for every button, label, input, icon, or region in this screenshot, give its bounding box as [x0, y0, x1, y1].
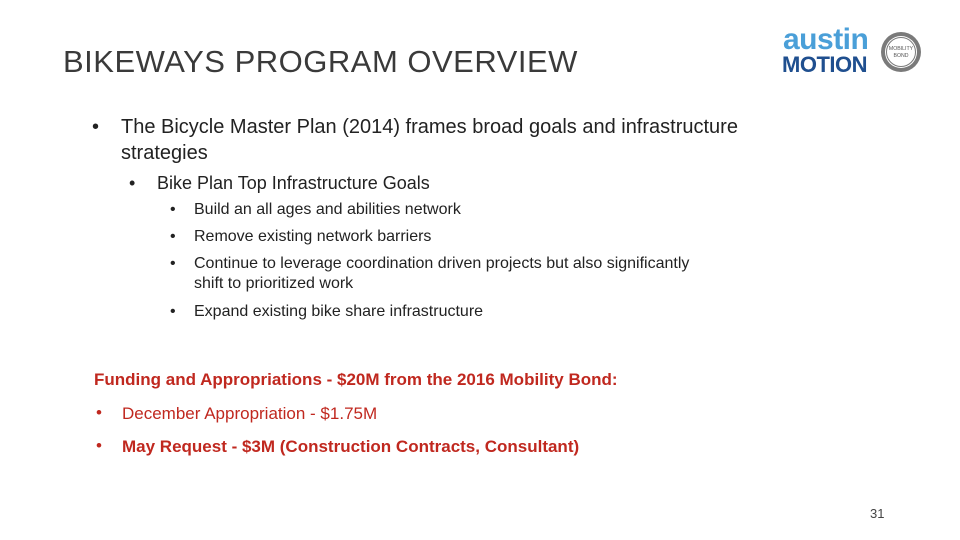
logo-austin-text: austin	[783, 23, 869, 56]
bullet-l3-item: Continue to leverage coordination driven projects but also significantly	[194, 255, 690, 272]
bullet-l2: Bike Plan Top Infrastructure Goals	[157, 173, 430, 193]
bullet-dot: •	[170, 255, 176, 272]
funding-item: December Appropriation - $1.75M	[122, 404, 378, 423]
bullet-l3-item-continued: shift to prioritized work	[194, 275, 354, 292]
slide-title: BIKEWAYS PROGRAM OVERVIEW	[63, 44, 578, 79]
bullet-dot: •	[170, 228, 176, 245]
bullet-l1-line2: strategies	[121, 142, 208, 164]
bullet-l3-item: Build an all ages and abilities network	[194, 201, 461, 218]
svg-text:MOBILITY: MOBILITY	[888, 46, 914, 52]
austin-motion-logo	[780, 23, 930, 80]
mobility-bond-seal-icon	[880, 31, 922, 73]
logo-motion-text: MOTION	[782, 52, 867, 77]
bullet-dot: •	[96, 403, 102, 422]
bullet-dot: •	[170, 303, 176, 320]
bullet-l3-item: Remove existing network barriers	[194, 228, 432, 245]
bullet-l3-item: Expand existing bike share infrastructure	[194, 303, 484, 320]
bullet-dot: •	[92, 116, 100, 138]
bullet-l1-line1: The Bicycle Master Plan (2014) frames broad goals and infrastructure	[121, 116, 738, 138]
bullet-dot: •	[129, 173, 136, 193]
page-number: 31	[870, 506, 885, 521]
bullet-dot: •	[170, 201, 176, 218]
bullet-dot: •	[96, 436, 102, 455]
svg-text:BOND: BOND	[893, 53, 909, 59]
funding-item: May Request - $3M (Construction Contracts, Consultant)	[122, 437, 580, 456]
funding-heading: Funding and Appropriations - $20M from the 2016 Mobility Bond:	[94, 370, 618, 389]
